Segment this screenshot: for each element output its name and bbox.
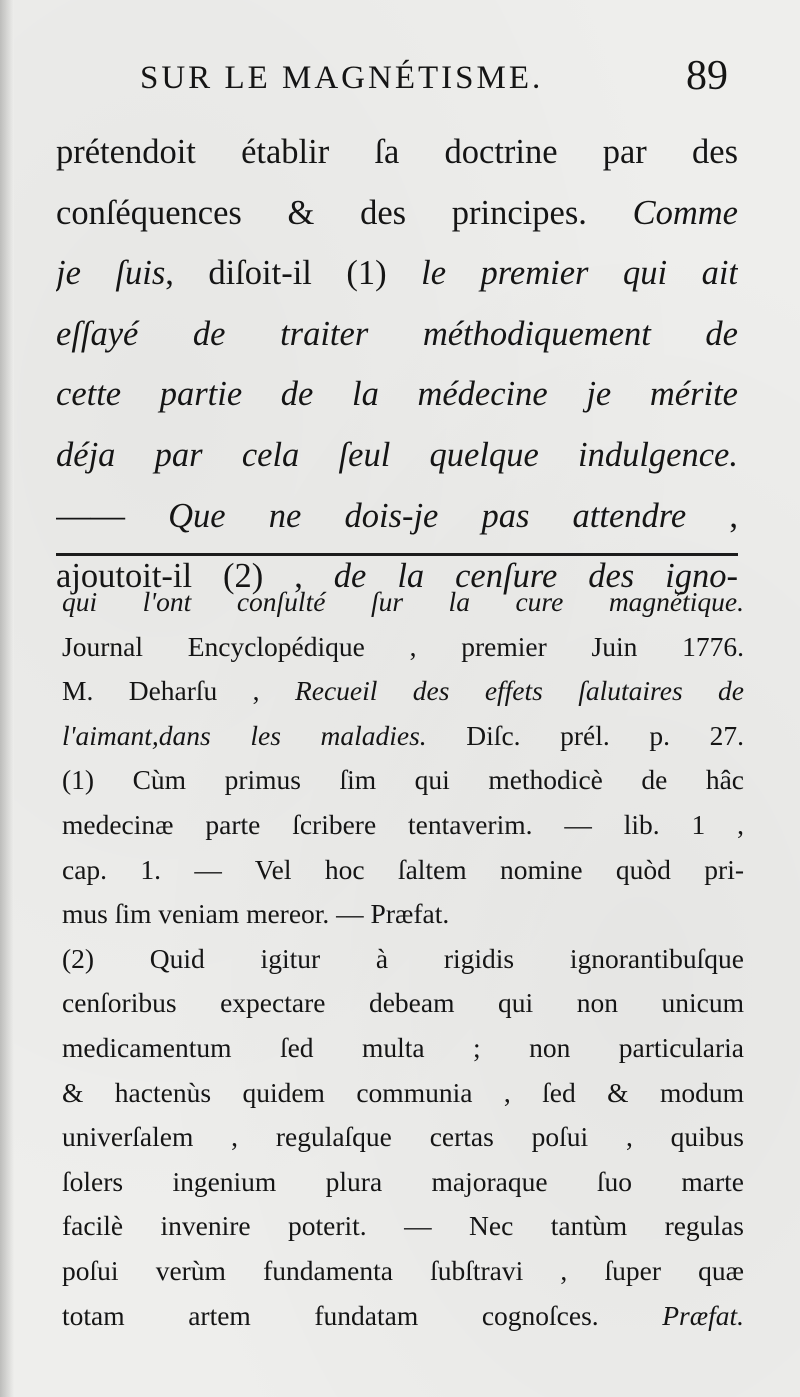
page-number: 89 bbox=[686, 53, 728, 99]
page-header bbox=[140, 52, 740, 112]
text-line: cette partie de la médecine je mérite bbox=[56, 375, 738, 414]
text-line: déja par cela ſeul quelque indulgence. bbox=[56, 435, 738, 474]
text-line: —— Que ne dois-je pas attendre , bbox=[56, 496, 738, 535]
footnote-line: totam artem fundatam cognoſces. Præfat. bbox=[62, 1299, 744, 1331]
page-gutter-shadow bbox=[0, 0, 14, 1397]
footnote-line: Journal Encyclopédique , premier Juin 1776. bbox=[62, 630, 744, 662]
text-line: prétendoit établir ſa doctrine par des bbox=[56, 133, 738, 171]
footnotes bbox=[62, 580, 744, 1338]
text-line: je ſuis, diſoit-il (1) le premier qui ait bbox=[56, 254, 738, 293]
footnote-separator-rule bbox=[56, 553, 738, 556]
footnote-line: univerſalem , regulaſque certas poſui , quibus bbox=[62, 1121, 744, 1153]
footnote-line: cap. 1. — Vel hoc ſaltem nomine quòd pri- bbox=[62, 853, 744, 885]
footnote-line: l'aimant,dans les maladies. Diſc. prél. p. 27. bbox=[62, 719, 744, 751]
running-head: SUR LE MAGNÉTISME. bbox=[140, 60, 544, 96]
footnote-line: ſolers ingenium plura majoraque ſuo marte bbox=[62, 1165, 744, 1197]
text-line: conſéquences & des principes. Comme bbox=[56, 193, 738, 232]
footnote-line: cenſoribus expectare debeam qui non unicum bbox=[62, 987, 744, 1019]
footnote-line: mus ſim veniam mereor. — Præfat. bbox=[62, 898, 450, 930]
text-line: eſſayé de traiter méthodiquement de bbox=[56, 314, 738, 353]
footnote-line: medecinæ parte ſcribere tentaverim. — lib. 1 , bbox=[62, 808, 744, 840]
footnote-line: qui l'ont conſulté ſur la cure magnétique. bbox=[62, 586, 744, 617]
main-text bbox=[56, 122, 738, 607]
text-line: ajoutoit-il (2) , de la cenſure des igno- bbox=[56, 557, 738, 596]
footnote-line: medicamentum ſed multa ; non particularia bbox=[62, 1031, 744, 1063]
footnote-line: M. Deharſu , Recueil des effets ſalutaires de bbox=[62, 675, 744, 707]
footnote-line: facilè invenire poterit. — Nec tantùm regulas bbox=[62, 1210, 744, 1242]
footnote-line: poſui verùm fundamenta ſubſtravi , ſuper quæ bbox=[62, 1254, 744, 1286]
footnote-line: & hactenùs quidem communia , ſed & modum bbox=[62, 1076, 744, 1108]
footnote-line: (1) Cùm primus ſim qui methodicè de hâc bbox=[62, 764, 744, 796]
footnote-line: (2) Quid igitur à rigidis ignorantibuſque bbox=[62, 942, 744, 974]
